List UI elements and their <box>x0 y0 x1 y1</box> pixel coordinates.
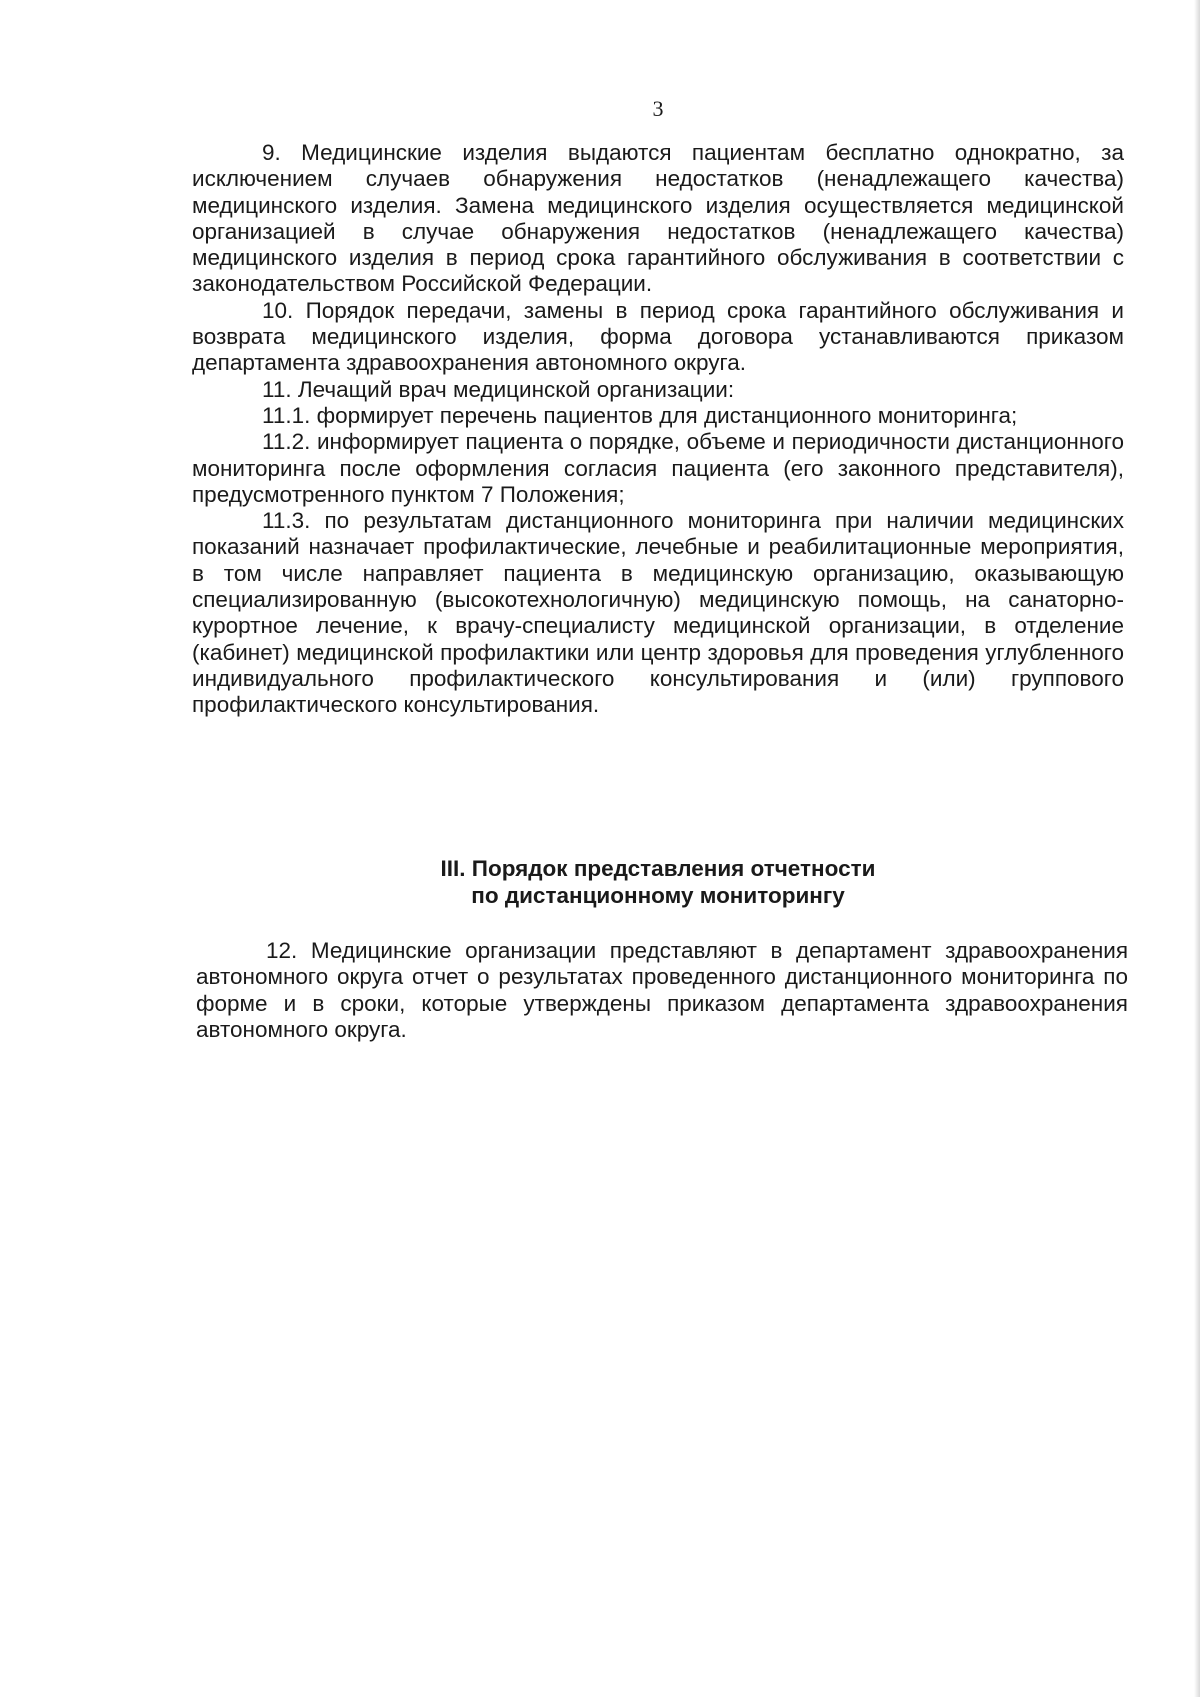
paragraph-12: 12. Медицинские организации представляют в департамент здравоохранения автономного округа отчет о результатах проведенного дистанционного мониторинга по форме и в сроки, которые утверждены приказом департамента здравоохранения автономного округа. <box>196 938 1128 1042</box>
scan-edge-shadow <box>1194 0 1200 1697</box>
page-number: 3 <box>652 96 664 121</box>
paragraph-11-1: 11.1. формирует перечень пациентов для дистанционного мониторинга; <box>262 402 1018 428</box>
paragraph-9: 9. Медицинские изделия выдаются пациентам бесплатно однократно, за исключением случаев обнаружения недостатков (ненадлежащего качества) медицинского изделия. Замена медицинского изделия осуществляется медицинской организацией в случае обнаружения недостатков (ненадлежащего качества) медицинского изделия в период срока гарантийного обслуживания в соответствии с законодательством Российской Федерации. <box>192 140 1124 297</box>
section-three-body <box>196 938 1128 1043</box>
paragraph-11-3: 11.3. по результатам дистанционного мониторинга при наличии медицинских показаний назначает профилактические, лечебные и реабилитационные мероприятия, в том числе направляет пациента в медицинскую организацию, оказывающую специализированную (высокотехнологичную) медицинскую помощь, на санаторно-курортное лечение, к врачу-специалисту медицинской организации, в отделение (кабинет) медицинской профилактики или центр здоровья для проведения углубленного индивидуального профилактического консультирования и (или) группового профилактического консультирования. <box>192 508 1124 718</box>
paragraph-11: 11. Лечащий врач медицинской организации: <box>262 376 735 402</box>
paragraph-10: 10. Порядок передачи, замены в период срока гарантийного обслуживания и возврата медицинского изделия, форма договора устанавливаются приказом департамента здравоохранения автономного округа. <box>192 297 1124 376</box>
section-three-heading-line-1: III. Порядок представления отчетности <box>440 856 876 881</box>
section-three-heading <box>192 855 1124 909</box>
section-two-body <box>192 140 1124 719</box>
paragraph-11-2: 11.2. информирует пациента о порядке, объеме и периодичности дистанционного мониторинга после оформления согласия пациента (его законного представителя), предусмотренного пунктом 7 Положения; <box>192 429 1124 507</box>
section-three-heading-line-2: по дистанционному мониторингу <box>471 883 845 908</box>
